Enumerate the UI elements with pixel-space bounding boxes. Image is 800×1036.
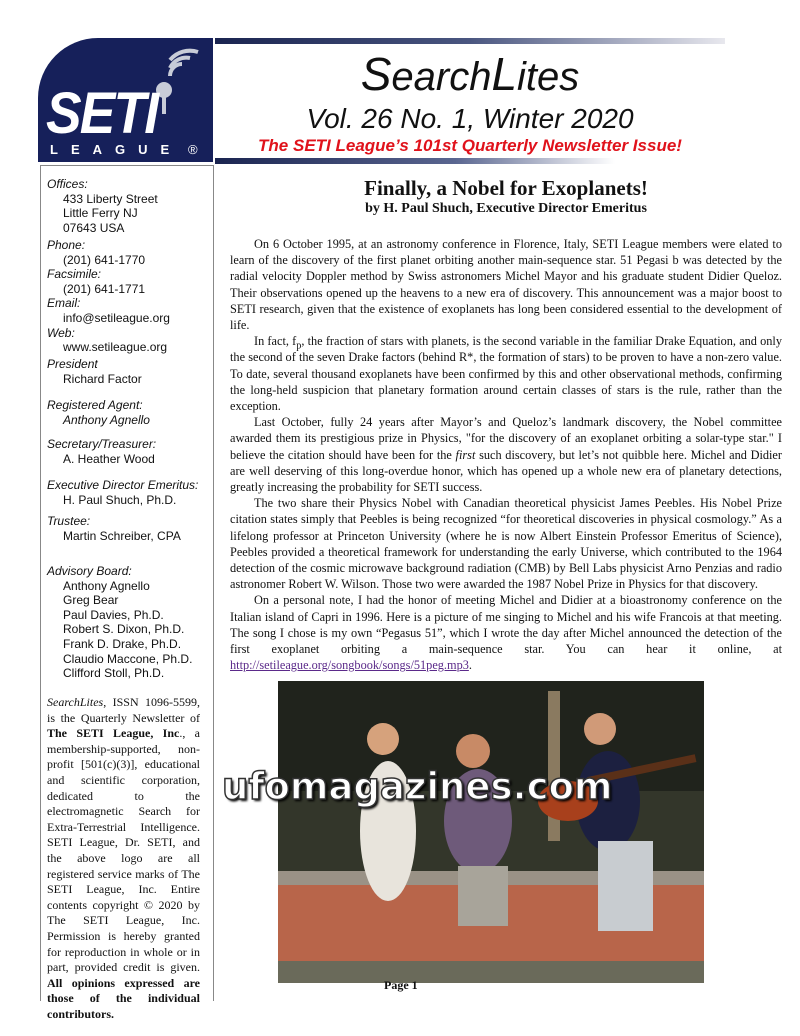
song-link[interactable]: http://setileague.org/songbook/songs/51peg.mp3 [230,658,469,673]
offices-label: Offices: [47,177,88,191]
advisor-name: Robert S. Dixon, Ph.D. [63,622,185,637]
fax-number: (201) 641-1771 [63,281,146,296]
article-photo [222,681,704,983]
text: In fact, f [254,334,297,349]
secretary-block [47,437,156,466]
issue-volume: Vol. 26 No. 1, Winter 2020 [306,103,634,134]
colophon-org: The SETI League, Inc [47,726,180,741]
article-paragraph: On 6 October 1995, at an astronomy conference in Florence, Italy, SETI League members were elated to learn of the discovery of the first planet orbiting another main-sequence star. 51 Pegasi b was detected by the radial velocity Doppler method by Swiss astronomers Michel Mayor and his graduate student Didier Queloz. Their observations opened up the heavens to a new era of discovery. This announcement was a major boost to SETI research, given that the existence of exoplanets has long been considered essential to the development of life. [230,237,782,333]
registered-mark: ® [188,142,198,157]
issue-tagline: The SETI League’s 101st Quarterly Newsletter Issue! [258,136,682,155]
fax-label: Facsimile: [47,267,102,282]
title-letter-l: L [491,48,518,100]
title-part: earch [391,55,492,99]
address-line: Little Ferry NJ [63,206,138,221]
contact-block [47,238,170,355]
exec-label: Executive Director Emeritus: [47,478,199,492]
emphasis: first [455,447,476,462]
president-label: President [47,357,98,371]
agent-name: Anthony Agnello [63,412,150,427]
header-rule-bottom [215,158,615,164]
agent-label: Registered Agent: [47,398,143,412]
president-block [47,357,142,386]
text: . [468,658,472,673]
phone-label: Phone: [47,238,86,252]
article-title: Finally, a Nobel for Exoplanets! [364,176,648,200]
colophon-text: ., a membership-supported, non-profit [501(c)(3)], educational and scientific corporation, dedicated to the electromagnetic Search for Extra-Terrestrial Intelligence. SETI League, Dr. SETI, and the above logo are all registered service marks of The SETI League, Inc. Entire contents copyright © 2020 by The SETI League, Inc. Permission is hereby granted for reproduction in whole or in part, provided credit is given. [47,726,200,975]
exec-name: H. Paul Shuch, Ph.D. [63,492,177,507]
article-byline: by H. Paul Shuch, Executive Director Emeritus [365,201,647,216]
text: , the fraction of stars with planets, is the second variable in the familiar Drake Equation, and only the second of the seven Drake factors (behind R*, the formation of stars) to be proven to have a non-zero value. To date, several thousand exoplanets have been confirmed by this and other observational methods, confirming the long-held suspicion that planetary formation around certain classes of stars is the rule, rather than the exception. [230,334,782,414]
secretary-label: Secretary/Treasurer: [47,437,157,451]
article-paragraph [230,414,782,495]
text: Last October, fully 24 years after Mayor’s and Queloz’s landmark discovery, the Nobel committee awarded them its prestigious prize in Physics, "for the discovery of an exoplanet orbiting a solar-type star." I believe the citation should have been for the [230,415,782,462]
article-paragraph [230,333,782,414]
page-number: Page 1 [384,978,418,992]
text: On a personal note, I had the honor of meeting Michel and Didier at a bioastronomy conference on the Italian island of Capri in 1996. Here is a picture of me singing to Michel and his wife Francois at that meeting. The song I chose is my own “Pegasus 51”, which I wrote the day after Michel announced the detection of the first exoplanet orbiting a main-sequence star. You can hear it online, at [230,593,782,657]
offices-block [47,177,158,235]
title-letter-s: S [360,48,392,100]
advisory-block [47,564,192,681]
email-label: Email: [47,296,81,311]
watermark: ufomagazines.com [222,765,613,809]
address-line: 07643 USA [63,220,125,235]
web-label: Web: [47,325,75,340]
email-address[interactable]: info@setileague.org [63,310,170,325]
newsletter-title [215,50,725,101]
colophon-disclaimer: All opinions expressed are those of the individual contributors. [47,975,200,1021]
trustee-block [47,514,181,543]
header-rule-top [215,38,725,44]
agent-block [47,398,150,427]
article-paragraph: The two share their Physics Nobel with Canadian theoretical physicist James Peebles. His Nobel Prize citation states simply that Peebles is being recognized “for theoretical discoveries in physical cosmology.” As a lifelong professor at Princeton University (where he is now Albert Einstein Professor Emeritus of Science), Peebles provided a theoretical framework for understanding the early Universe, which contributed to the 1964 detection of the cosmic microwave background radiation (CMB) by Bell Labs physicist Arno Penzias and radio astronomer Robert W. Wilson. Those two were awarded the 1987 Nobel Prize in Physics for that discovery. [230,496,782,592]
colophon [47,695,200,1022]
colophon-name: SearchLites [47,695,104,709]
advisor-name: Paul Davies, Ph.D. [63,607,164,622]
article-paragraph [230,592,782,673]
advisor-name: Clifford Stoll, Ph.D. [63,666,165,681]
article [222,176,782,983]
phone-number: (201) 641-1770 [63,252,146,267]
text: such discovery, but let’s not quibble here. Michel and Didier are well deserving of this long-overdue honor, which has opened up a whole new era of planetary detections, greatly increasing the probability for SETI success. [230,447,782,495]
masthead [215,50,725,157]
logo-seti-text: SETI [46,81,158,146]
exec-block [47,478,198,507]
web-address[interactable]: www.setileague.org [63,340,168,355]
photo-scene [278,681,704,983]
advisor-name: Anthony Agnello [63,578,150,593]
advisory-label: Advisory Board: [47,564,132,578]
logo-league-text: LEAGUE [50,142,183,157]
subscript: p [296,340,302,352]
secretary-name: A. Heather Wood [63,451,155,466]
address-line: 433 Liberty Street [63,191,158,206]
trustee-label: Trustee: [47,514,91,528]
president-name: Richard Factor [63,371,142,386]
colophon-text: , ISSN 1096-5599, is the Quarterly Newsletter of [47,695,200,725]
advisor-name: Greg Bear [63,593,119,608]
title-part: ites [517,55,580,99]
advisor-name: Claudio Maccone, Ph.D. [63,651,193,666]
trustee-name: Martin Schreiber, CPA [63,528,181,543]
seti-league-logo [38,38,213,162]
advisor-name: Frank D. Drake, Ph.D. [63,636,182,651]
